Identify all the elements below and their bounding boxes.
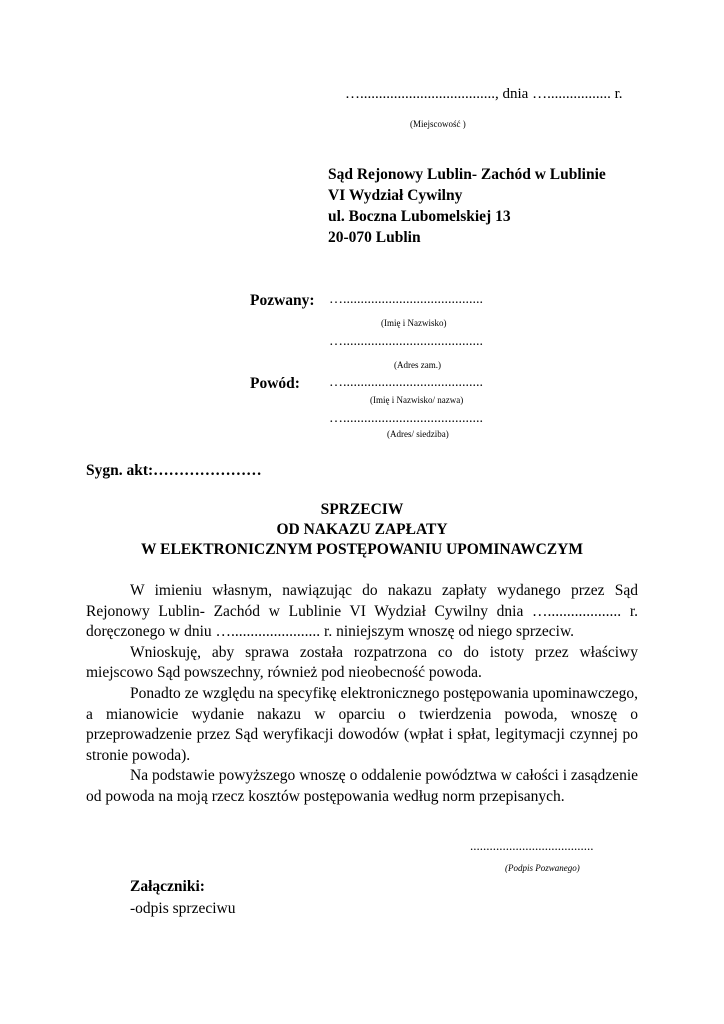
signature-field: ...................................... (470, 838, 594, 853)
body-paragraph-3: Ponadto ze względu na specyfikę elektronicznego postępowania upominawczego, a mianowicie wydanie nakazu w oparciu o twierdzenia powoda, wnoszę o przeprowadzenie przez Sąd weryfikacji dowodów (wpłat i spłat, legitymacji czynnej po stronie powoda). (86, 684, 638, 764)
defendant-label: Pozwany: (250, 292, 315, 309)
title-line-3: W ELEKTRONICZNYM POSTĘPOWANIU UPOMINAWCZYM (141, 541, 583, 558)
attachments-title: Załączniki: (130, 878, 205, 895)
place-date-line: …...................................., dnia …................. r. (345, 86, 623, 102)
plaintiff-label: Powód: (250, 375, 300, 392)
signature-caption: (Podpis Pozwanego) (505, 863, 580, 873)
defendant-name-caption: (Imię i Nazwisko) (381, 318, 447, 328)
court-street: ul. Boczna Lubomelskiej 13 (328, 208, 511, 225)
title-line-1: SPRZECIW (320, 501, 404, 518)
plaintiff-address-caption: (Adres/ siedziba) (387, 429, 449, 439)
document-body (86, 581, 638, 808)
defendant-name-field: …........................................ (329, 292, 483, 307)
place-caption: (Miejscowość ) (410, 119, 466, 129)
plaintiff-address-field: …........................................ (329, 411, 483, 426)
defendant-address-field: …........................................ (329, 334, 483, 349)
document-title (0, 500, 724, 560)
body-paragraph-4: Na podstawie powyższego wnoszę o oddalenie powództwa w całości i zasądzenie od powoda na moją rzecz kosztów postępowania według norm przepisanych. (86, 767, 638, 805)
court-name: Sąd Rejonowy Lublin- Zachód w Lublinie (328, 166, 606, 183)
title-line-2: OD NAKAZU ZAPŁATY (276, 521, 448, 538)
plaintiff-name-field: …........................................ (329, 375, 483, 390)
court-division: VI Wydział Cywilny (328, 187, 463, 204)
body-paragraph-2: Wnioskuję, aby sprawa została rozpatrzona co do istoty przez właściwy miejscowo Sąd powszechny, również pod nieobecność powoda. (86, 643, 638, 682)
defendant-address-caption: (Adres zam.) (394, 360, 441, 370)
attachment-item: -odpis sprzeciwu (130, 900, 236, 917)
court-city: 20-070 Lublin (328, 229, 421, 246)
plaintiff-name-caption: (Imię i Nazwisko/ nazwa) (370, 395, 464, 405)
case-number: Sygn. akt:………………… (86, 462, 262, 479)
court-address-block (328, 164, 606, 248)
body-paragraph-1: W imieniu własnym, nawiązując do nakazu zapłaty wydanego przez Sąd Rejonowy Lublin- Zachód w Lublinie VI Wydział Cywilny dnia …................... r. doręczonego w dniu …....................... r. niniejszym wnoszę od niego sprzeciw. (86, 582, 638, 641)
